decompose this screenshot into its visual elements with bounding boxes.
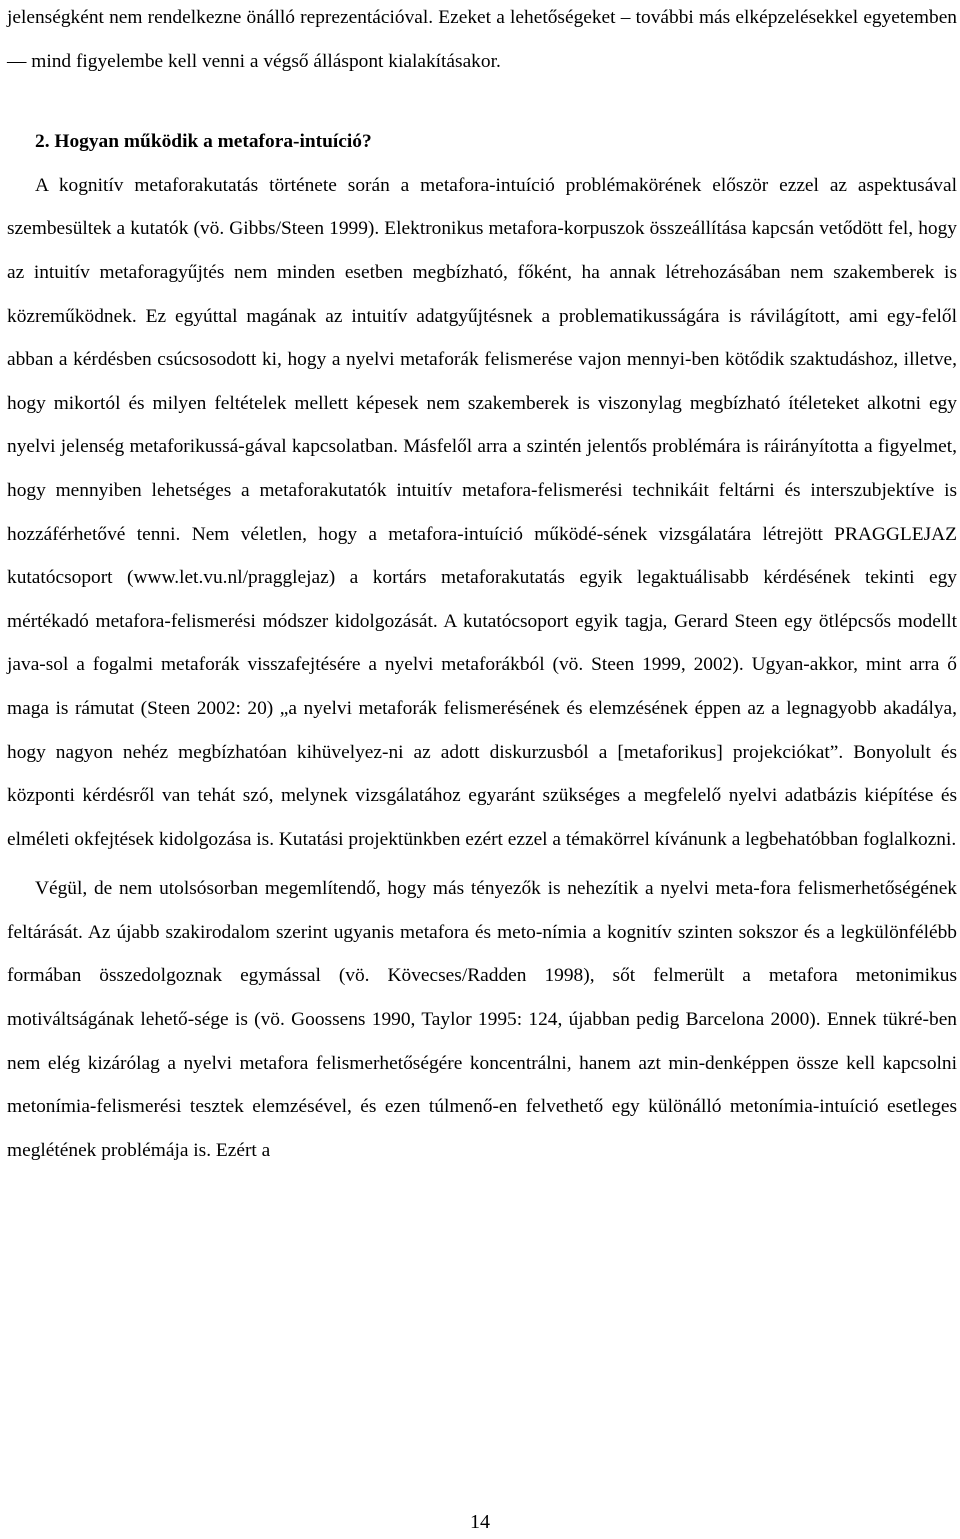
- page-number: 14: [470, 1511, 490, 1533]
- body-paragraph-2: Végül, de nem utolsósorban megemlítendő, hogy más tényezők is nehezítik a nyelvi meta-fora felismerhetőségének feltárását. Az újabb szakirodalom szerint ugyanis metafora és meto-nímia a kognitív szinten sokszor és a legkülönfélébb formában összedolgoznak egymással (vö. Kövecses/Radden 1998), sőt felmerült a metafora metonimikus motiváltságának lehető-sége is (vö. Goossens 1990, Taylor 1995: 124, újabban pedig Barcelona 2000). Ennek tükré-ben nem elég kizárólag a nyelvi metafora felismerhetőségére koncentrálni, hanem azt min-denképpen össze kell kapcsolni metonímia-felismerési tesztek elemzésével, és ezen túlmenő-en felvethető egy különálló metonímia-intuíció esetleges meglétének problémája is. Ezért a: [7, 878, 957, 1161]
- section-heading: 2. Hogyan működik a metafora-intuíció?: [35, 131, 372, 153]
- body-paragraph-1: A kognitív metaforakutatás története során a metafora-intuíció problémakörének először ezzel az aspektusával szembesültek a kutatók (vö. Gibbs/Steen 1999). Elektronikus metafora-korpuszok összeállítása kapcsán vetődött fel, hogy az intuitív metaforagyűjtés nem minden esetben megbízható, főként, ha annak létrehozásában nem szakemberek is közreműködnek. Ez egyúttal magának az intuitív adatgyűjtésnek a problematikusságára is rávilágított, ami egy-felől abban a kérdésben csúcsosodott ki, hogy a nyelvi metaforák felismerése vajon mennyi-ben kötődik szaktudáshoz, illetve, hogy mikortól és milyen feltételek mellett képesek nem szakemberek is viszonylag megbízható ítéleteket alkotni egy nyelvi jelenség metaforikussá-gával kapcsolatban. Másfelől arra a szintén jelentős problémára is ráirányította a figyelmet, hogy mennyiben lehetséges a metaforakutatók intuitív metafora-felismerési technikáit feltárni és interszubjektíve is hozzáférhetővé tenni. Nem véletlen, hogy a metafora-intuíció működé-sének vizsgálatára létrejött PRAGGLEJAZ kutatócsoport (www.let.vu.nl/pragglejaz) a kortárs metaforakutatás egyik legaktuálisabb kérdésének tekinti egy mértékadó metafora-felismerési módszer kidolgozását. A kutatócsoport egyik tagja, Gerard Steen egy ötlépcsős modellt java-sol a fogalmi metaforák visszafejtésére a nyelvi metaforákból (vö. Steen 1999, 2002). Ugyan-akkor, mint arra ő maga is rámutat (Steen 2002: 20) „a nyelvi metaforák felismerésének és elemzésének éppen az a legnagyobb akadálya, hogy nagyon nehéz megbízhatóan kihüvelyez-ni az adott diskurzusból a [metaforikus] projekciókat”. Bonyolult és központi kérdésről van tehát szó, melynek vizsgálatához egyaránt szükséges a megfelelő nyelvi adatbázis kiépítése és elméleti okfejtések kidolgozása is. Kutatási projektünkben ezért ezzel a témakörrel kívánunk a legbehatóbban foglalkozni.: [7, 174, 957, 850]
- document-page: [7, 0, 957, 1172]
- intro-paragraph: jelenségként nem rendelkezne önálló reprezentációval. Ezeket a lehetőségeket – további más elképzelésekkel egyetemben — mind figyelembe kell venni a végső álláspont kialakításakor.: [7, 7, 957, 72]
